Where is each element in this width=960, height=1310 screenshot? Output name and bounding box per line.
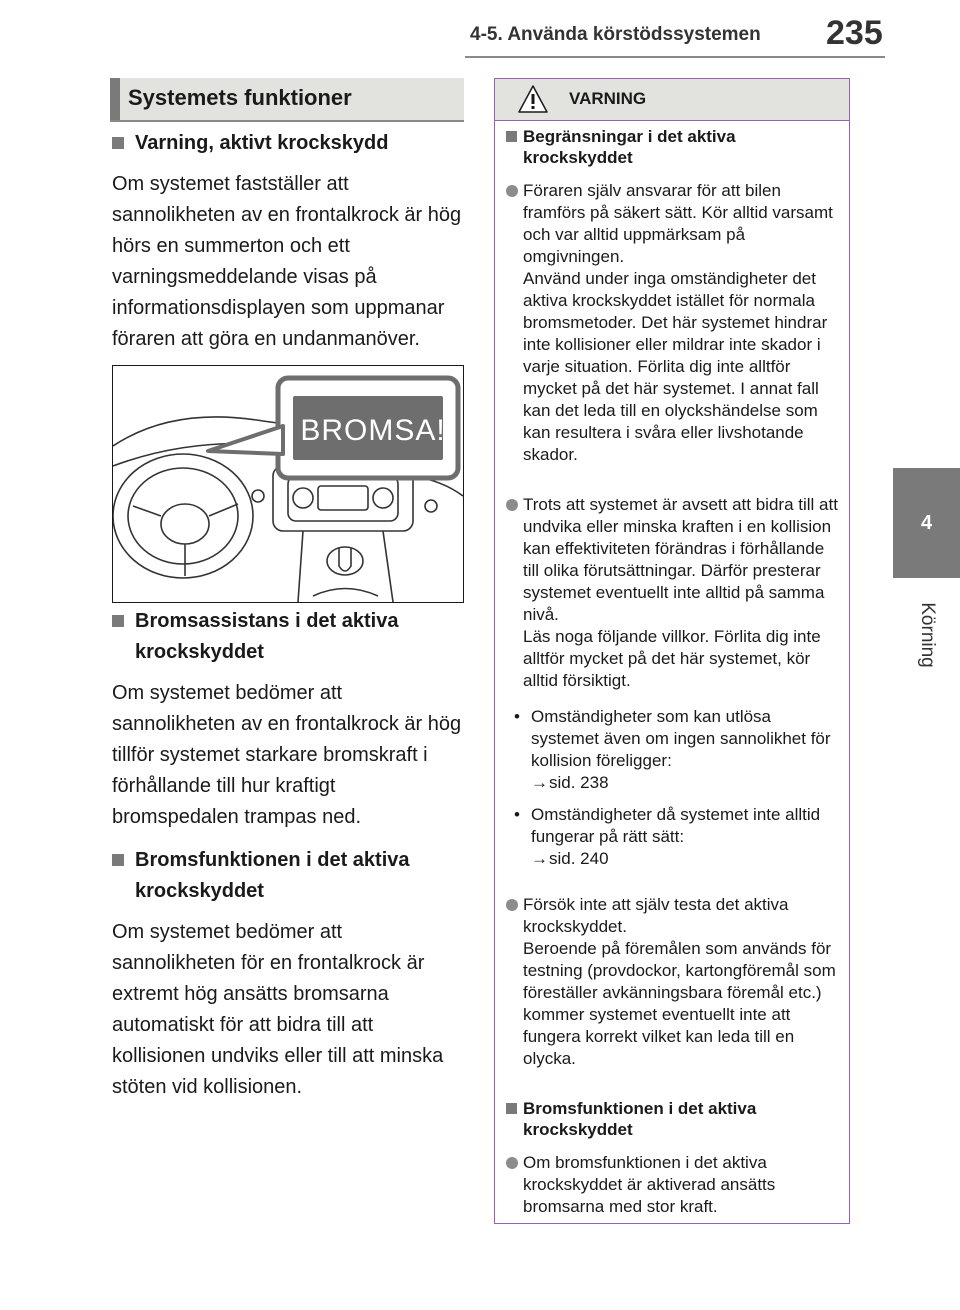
paragraph: Om systemet bedömer att sannolikheten av en frontalkrock är hög tillför systemet starkare bromskraft i förhållande till hur kraftigt bromspedalen trampas ned. bbox=[112, 682, 462, 828]
bullet-icon: • bbox=[514, 707, 520, 726]
warning-item bbox=[506, 494, 840, 692]
warning-subheading-limitations bbox=[506, 126, 840, 168]
dashboard-illustration bbox=[112, 365, 464, 603]
running-header: 4-5. Använda körstödssystemen bbox=[470, 24, 761, 45]
header-rule bbox=[465, 56, 885, 58]
subheading-text: Bromsfunktionen i det aktiva krockskyddet bbox=[135, 849, 410, 902]
left-column-bottom bbox=[112, 606, 467, 1115]
square-bullet-icon bbox=[112, 854, 124, 866]
condition-bullet bbox=[514, 804, 840, 870]
condition-text: Omständigheter då systemet inte alltid fungerar på rätt sätt: bbox=[531, 805, 821, 846]
warning-subheading-text: Bromsfunktionen i det aktiva krockskyddet bbox=[523, 1099, 757, 1139]
warning-content bbox=[506, 126, 840, 1232]
warning-title: VARNING bbox=[569, 89, 647, 108]
brake-warning-message: BROMSA! bbox=[300, 414, 446, 447]
warning-item bbox=[506, 1152, 840, 1218]
page-reference[interactable] bbox=[531, 772, 840, 794]
round-bullet-icon bbox=[506, 499, 518, 511]
condition-bullet bbox=[514, 706, 840, 794]
subheading-text: Bromsassistans i det aktiva krockskyddet bbox=[135, 610, 399, 663]
warning-item-text: Försök inte att själv testa det aktiva krockskyddet. Beroende på föremålen som används för testning (provdockor, kartongföremål som föreställer avkänningsbara föremål etc.) kommer systemet eventuellt inte att fungera korrekt vilket kan leda till en olycka. bbox=[523, 895, 836, 1068]
left-column-top bbox=[112, 128, 467, 367]
dashboard-drawing bbox=[113, 366, 463, 602]
page-reference[interactable] bbox=[531, 848, 840, 870]
square-bullet-icon bbox=[506, 131, 517, 142]
paragraph: Om systemet fastställer att sannolikheten av en frontalkrock är hög hörs en summerton och ett varningsmeddelande visas på informationsdisplayen som uppmanar föraren att göra en undanmanöver. bbox=[112, 173, 462, 350]
arrow-right-icon: → bbox=[531, 849, 548, 868]
subheading-brake-assist bbox=[112, 606, 467, 668]
warning-subheading-brake-function bbox=[506, 1098, 840, 1140]
round-bullet-icon bbox=[506, 899, 518, 911]
warning-item-text: Föraren själv ansvarar för att bilen framförs på säkert sätt. Kör alltid varsamt och var alltid uppmärksam på omgivningen. Använd under inga omständigheter det aktiva krockskyddet istället för normala bromsmetoder. Det här systemet hindrar inte kollisioner eller mildrar inte skador i varje situation. Förlita dig inte alltför mycket på det här systemet. I annat fall kan det leda till en olyckshändelse som kan resultera i svåra eller livshotande skador. bbox=[523, 181, 833, 464]
warning-item-text: Om bromsfunktionen i det aktiva krockskyddet är aktiverad ansätts bromsarna med stor kraft. bbox=[523, 1153, 776, 1216]
chapter-label-text: Körning bbox=[916, 602, 938, 668]
warning-item bbox=[506, 894, 840, 1070]
section-heading-text: Systemets funktioner bbox=[128, 85, 352, 110]
bullet-icon: • bbox=[514, 805, 520, 824]
warning-item-text: Trots att systemet är avsett att bidra till att undvika eller minska kraften i en kollision kan effektiviteten förändras i förhållande till olika förutsättningar. Därför presterar systemet eventuellt inte alltid på samma nivå. Läs noga följande villkor. Förlita dig inte alltför mycket på det här systemet, kör alltid försiktigt. bbox=[523, 495, 838, 690]
subheading-brake-function bbox=[112, 845, 467, 907]
warning-triangle-icon bbox=[517, 84, 549, 114]
round-bullet-icon bbox=[506, 185, 518, 197]
subheading-warning bbox=[112, 128, 467, 159]
square-bullet-icon bbox=[112, 137, 124, 149]
chapter-tab: 4 bbox=[893, 468, 960, 578]
section-heading bbox=[110, 78, 464, 122]
paragraph: Om systemet bedömer att sannolikheten för en frontalkrock är extremt hög ansätts bromsarna automatiskt för att bidra till att kollisionen undviks eller till att minska stöten vid kollisionen. bbox=[112, 921, 444, 1098]
round-bullet-icon bbox=[506, 1157, 518, 1169]
subheading-text: Varning, aktivt krockskydd bbox=[135, 132, 389, 154]
page-reference-text: sid. 240 bbox=[549, 849, 609, 868]
warning-subheading-text: Begränsningar i det aktiva krockskyddet bbox=[523, 127, 736, 167]
section-heading-bar bbox=[110, 78, 120, 120]
arrow-right-icon: → bbox=[531, 773, 548, 792]
page-reference-text: sid. 238 bbox=[549, 773, 609, 792]
warning-item bbox=[506, 180, 840, 466]
square-bullet-icon bbox=[112, 615, 124, 627]
chapter-label bbox=[893, 590, 960, 680]
square-bullet-icon bbox=[506, 1103, 517, 1114]
condition-text: Omständigheter som kan utlösa systemet även om ingen sannolikhet för kollision föreligger: bbox=[531, 707, 831, 770]
page-number: 235 bbox=[826, 14, 883, 52]
warning-header bbox=[495, 79, 849, 121]
